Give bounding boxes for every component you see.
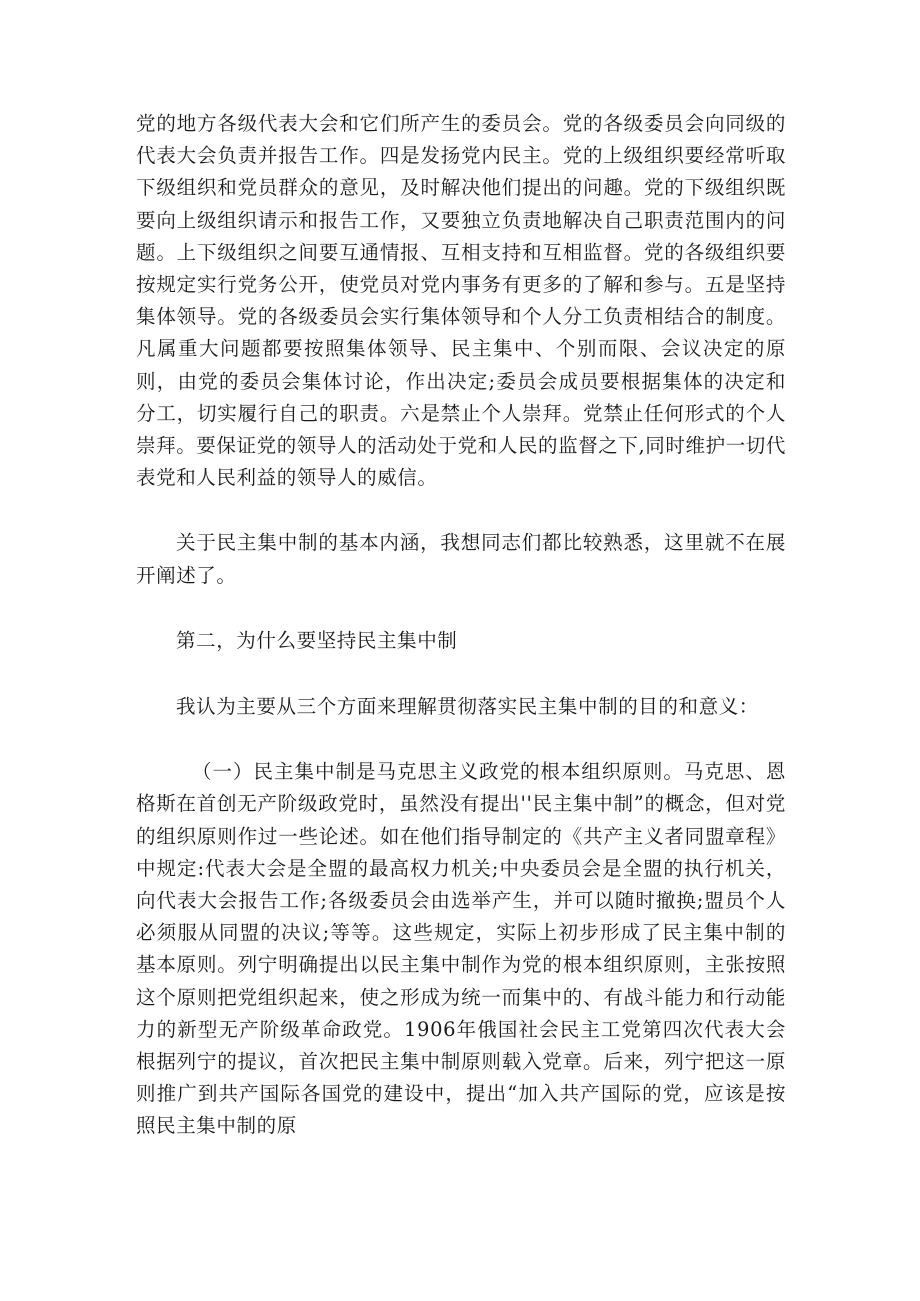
paragraph-marxist-organizational-principle: （一）民主集中制是马克思主义政党的根本组织原则。马克思、恩格斯在首创无产阶级政党时，虽然没有提出''民主集中制”的概念，但对党的组织原则作过一些论述。如在他们指导制定的《共产主义者同盟章程》中规定:代表大会是全盟的最高权力机关;中央委员会是全盟的执行机关，向代表大会报告工作;各级委员会由选举产生，并可以随时撤换;盟员个人必须服从同盟的决议;等等。这些规定，实际上初步形成了民主集中制的基本原则。列宁明确提出以民主集中制作为党的根本组织原则，主张按照这个原则把党组织起来，使之形成为统一而集中的、有战斗能力和行动能力的新型无产阶级革命政党。1906年俄国社会民主工党第四次代表大会根据列宁的提议，首次把民主集中制原则载入党章。后来，列宁把这一原则推广到共产国际各国党的建设中，提出“加入共产国际的党，应该是按照民主集中制的原	[136, 760, 786, 1138]
paragraph-three-aspects-intro: 我认为主要从三个方面来理解贯彻落实民主集中制的目的和意义：	[176, 695, 759, 719]
document-page	[136, 108, 786, 1143]
paragraph-party-organization-principles: 党的地方各级代表大会和它们所产生的委员会。党的各级委员会向同级的代表大会负责并报告工作。四是发扬党内民主。党的上级组织要经常听取下级组织和党员群众的意见，及时解决他们提出的问趣。党的下级组织既要向上级组织请示和报告工作，又要独立负责地解决自己职责范围内的问题。上下级组织之间要互通情报、互相支持和互相监督。党的各级组织要按规定实行党务公开，使党员对党内事务有更多的了解和参与。五是坚持集体领导。党的各级委员会实行集体领导和个人分工负责相结合的制度。凡属重大问题都要按照集体领导、民主集中、个别而限、会议决定的原则，由党的委员会集体讨论，作出决定;委员会成员要根据集体的决定和分工，切实履行自己的职责。六是禁止个人崇拜。党禁止任何形式的个人崇拜。要保证党的领导人的活动处于党和人民的监督之下,同时维护一切代表党和人民利益的领导人的威信。	[136, 112, 786, 490]
paragraph-basic-connotation: 关于民主集中制的基本内涵，我想同志们都比较熟悉，这里就不在展开阐述了。	[136, 531, 786, 587]
section-heading-why-democratic-centralism: 第二，为什么要坚持民主集中制	[176, 628, 458, 652]
